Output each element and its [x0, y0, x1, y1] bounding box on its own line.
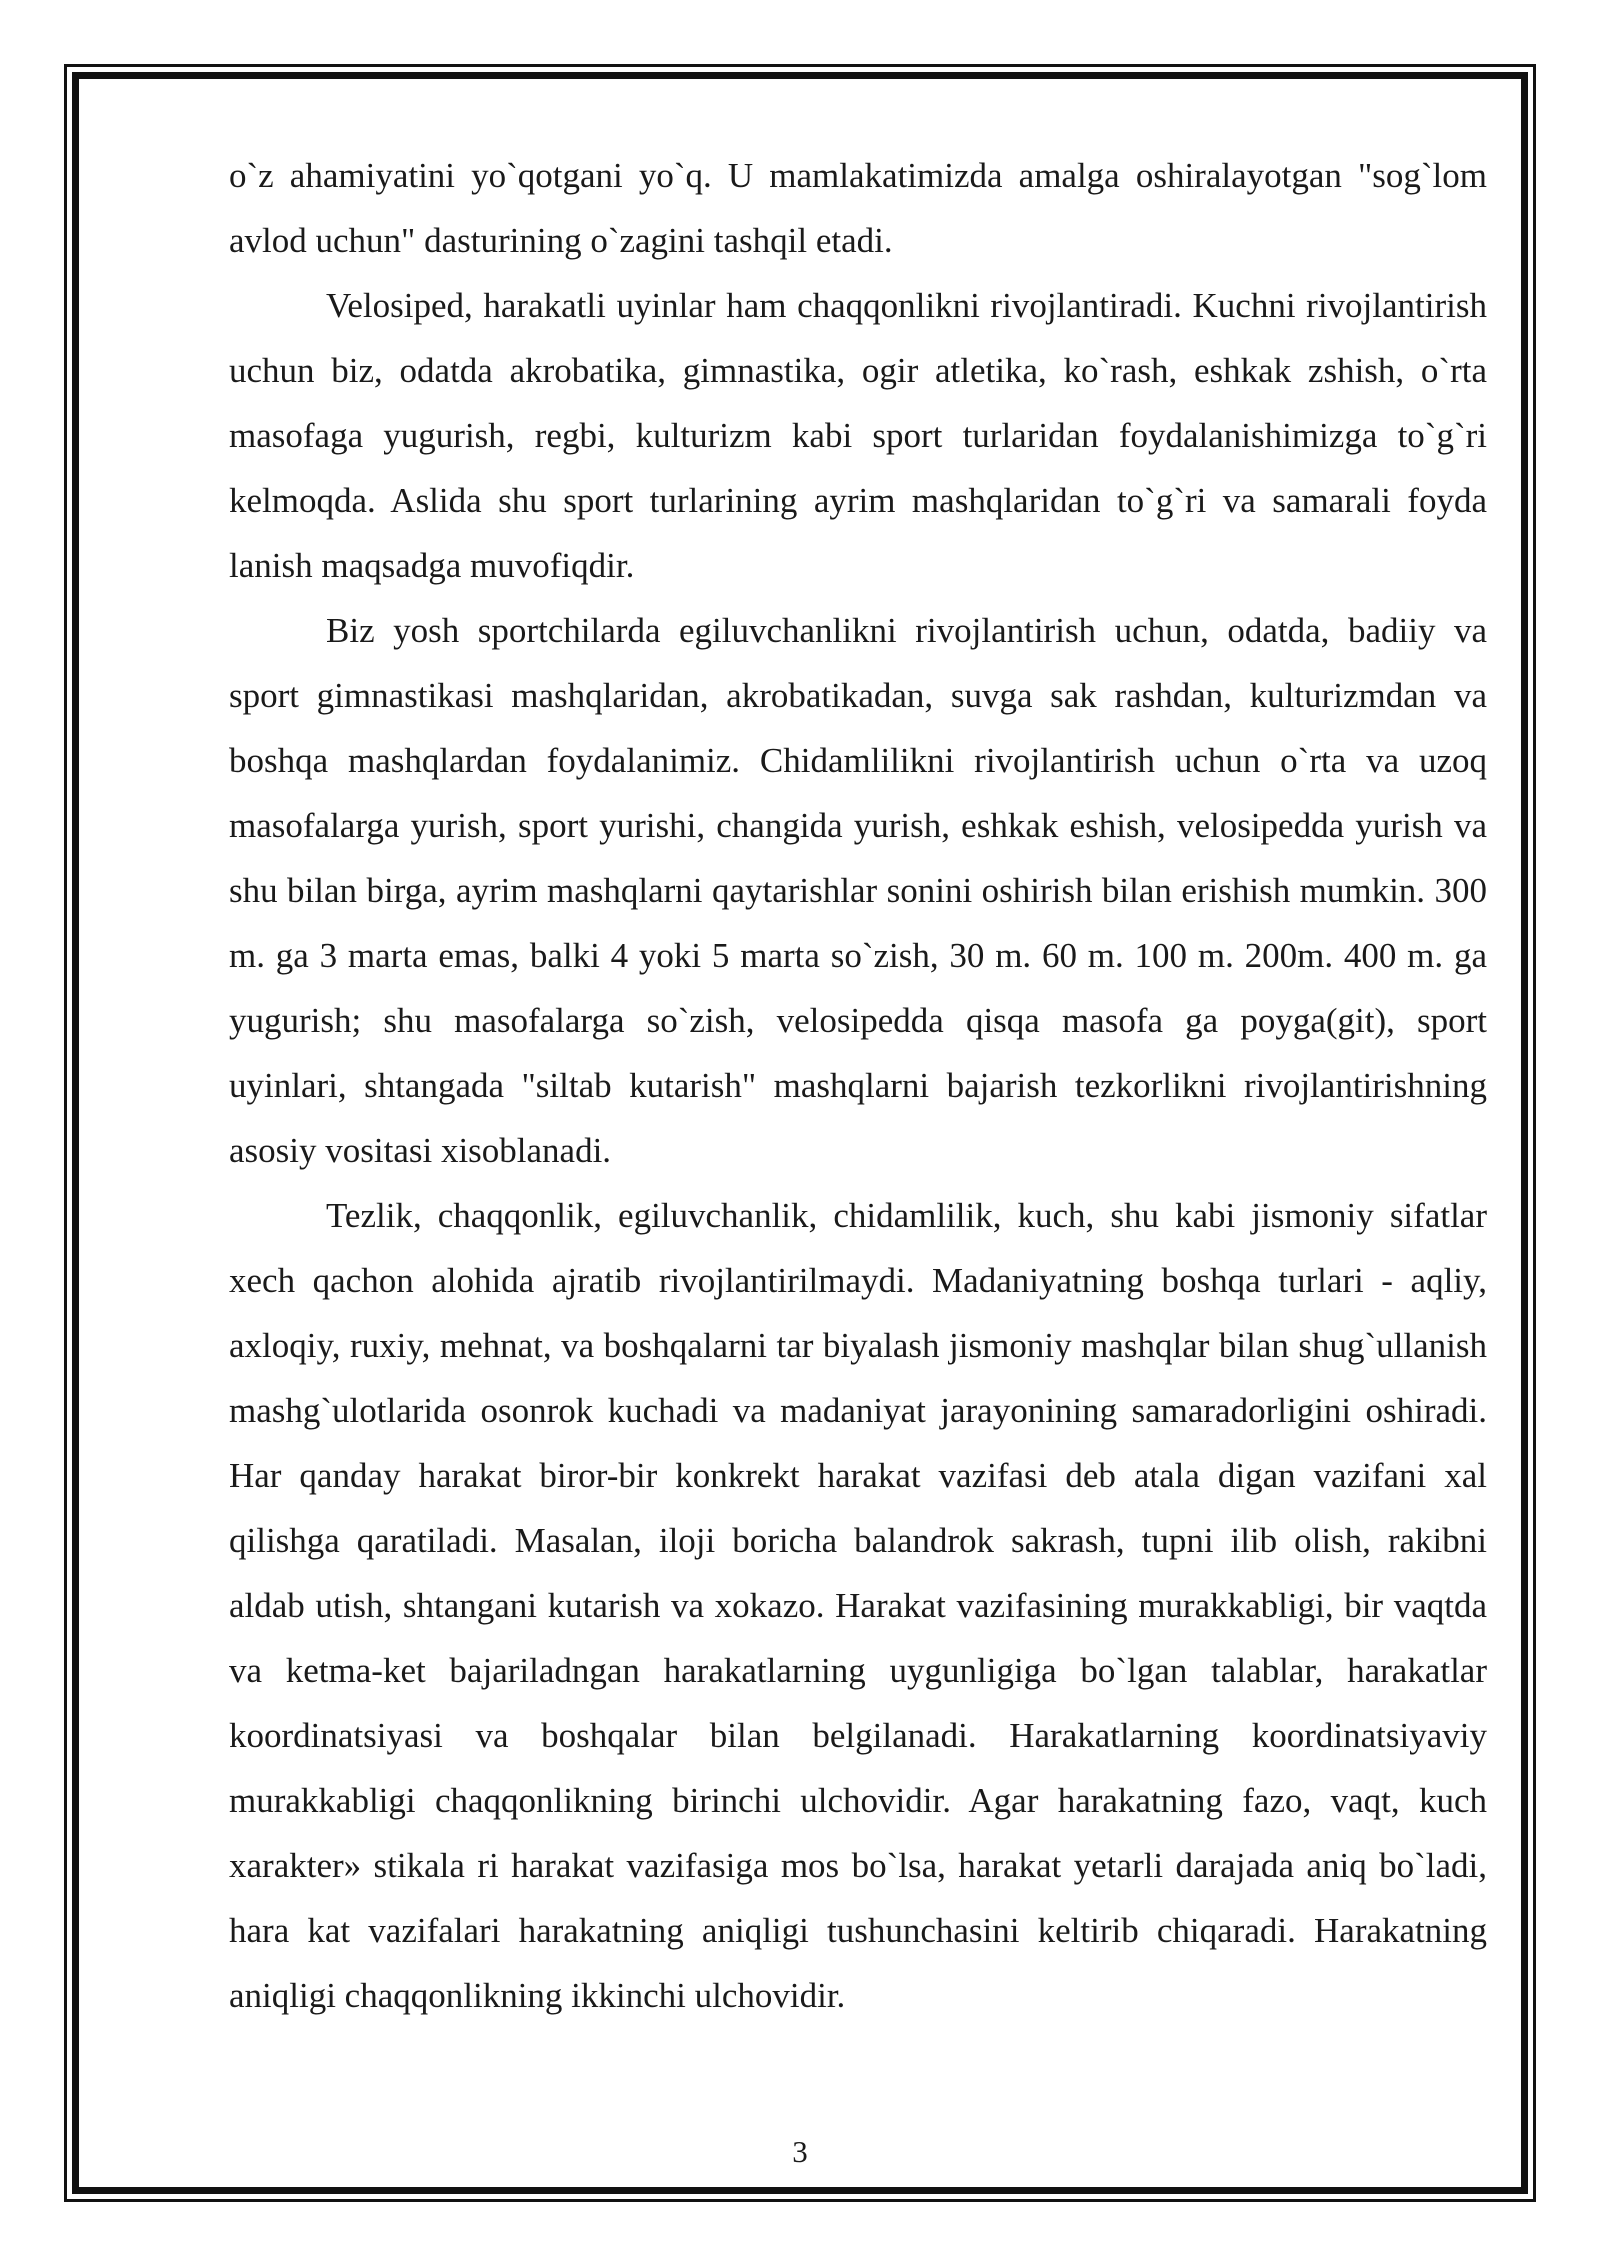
document-body — [229, 143, 1487, 2028]
paragraph-2: Velosiped, harakatli uyinlar ham chaqqonlikni rivojlantiradi. Kuchni rivojlantirish uchun biz, odatda akrobatika, gimnastika, ogir atletika, ko`rash, eshkak zshish, o`rta masofaga yugurish, regbi, kulturizm kabi sport turlaridan foydalanishimizga to`g`ri kelmoqda. Aslida shu sport turlarining ayrim mashqlaridan to`g`ri va samarali foyda lanish maqsadga muvofiqdir. — [229, 286, 1487, 585]
paragraph-1: o`z ahamiyatini yo`qotgani yo`q. U mamlakatimizda amalga oshiralayotgan "sog`lom avlod uchun" dasturining o`zagini tashqil etadi. — [229, 156, 1487, 260]
paragraph-3: Biz yosh sportchilarda egiluvchanlikni rivojlantirish uchun, odatda, badiiy va sport gimnastikasi mashqlaridan, akrobatikadan, suvga sak rashdan, kulturizmdan va boshqa mashqlardan foydalanimiz. Chidamlilikni rivojlantirish uchun o`rta va uzoq masofalarga yurish, sport yurishi, changida yurish, eshkak eshish, velosipedda yurish va shu bilan birga, ayrim mashqlarni qaytarishlar sonini oshirish bilan erishish mumkin. 300 m. ga 3 marta emas, balki 4 yoki 5 marta so`zish, 30 m. 60 m. 100 m. 200m. 400 m. ga yugurish; shu masofalarga so`zish, velosipedda qisqa masofa ga poyga(git), sport uyinlari, shtangada "siltab kutarish" mashqlarni bajarish tezkorlikni rivojlantirishning asosiy vositasi xisoblanadi. — [229, 611, 1487, 1170]
page-number: 3 — [792, 2134, 808, 2169]
paragraph-4: Tezlik, chaqqonlik, egiluvchanlik, chidamlilik, kuch, shu kabi jismoniy sifatlar xech qachon alohida ajratib rivojlantirilmaydi. Madaniyatning boshqa turlari - aqliy, axloqiy, ruxiy, mehnat, va boshqalarni tar biyalash jismoniy mashqlar bilan shug`ullanish mashg`ulotlarida osonrok kuchadi va madaniyat jarayonining samaradorligini oshiradi. Har qanday harakat biror-bir konkrekt harakat vazifasi deb atala digan vazifani xal qilishga qaratiladi. Masalan, iloji boricha balandrok sakrash, tupni ilib olish, rakibni aldab utish, shtangani kutarish va xokazo. Harakat vazifasining murakkabligi, bir vaqtda va ketma-ket bajariladngan harakatlarning uygunligiga bo`lgan talablar, harakatlar koordinatsiyasi va boshqalar bilan belgilanadi. Harakatlarning koordinatsiyaviy murakkabligi chaqqonlikning birinchi ulchovidir. Agar harakatning fazo, vaqt, kuch xarakter» stikala ri harakat vazifasiga mos bo`lsa, harakat yetarli darajada aniq bo`ladi, hara kat vazifalari harakatning aniqligi tushunchasini keltirib chiqaradi. Harakatning aniqligi chaqqonlikning ikkinchi ulchovidir. — [229, 1196, 1487, 2015]
